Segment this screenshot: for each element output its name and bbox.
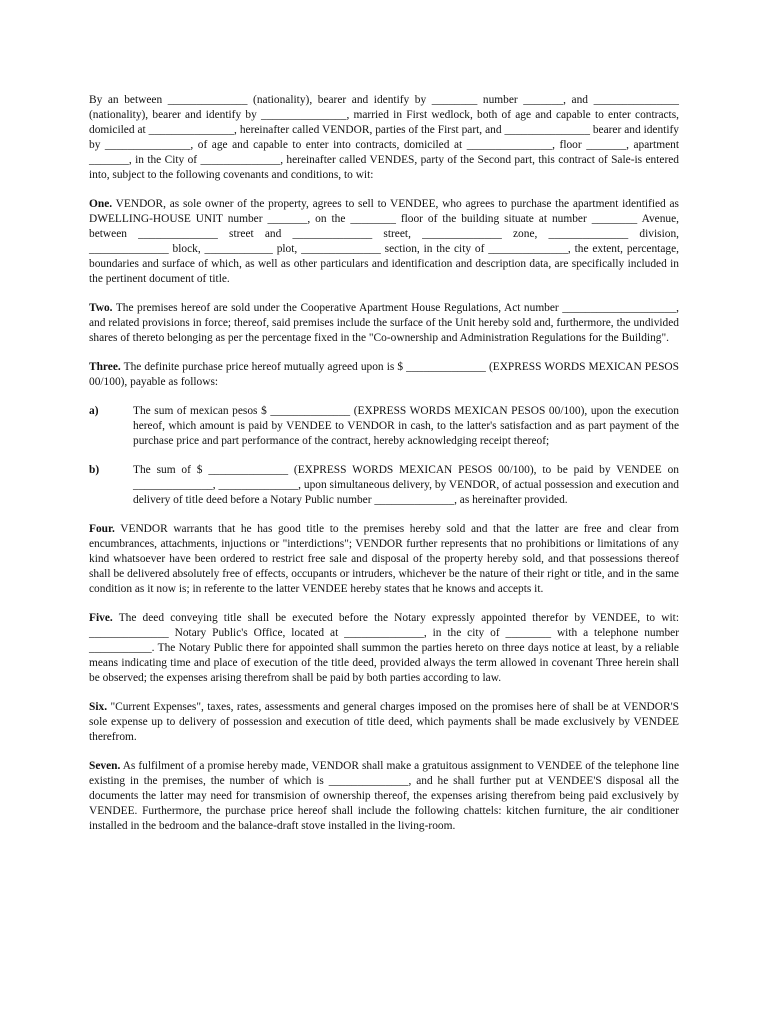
clause-seven	[89, 759, 679, 834]
clause-four	[89, 522, 679, 597]
clause-six	[89, 700, 679, 745]
clause-text: The definite purchase price hereof mutually agreed upon is $ ______________ (EXPRESS WORDS MEXICAN PESOS 00/100), payable as follows:	[89, 361, 679, 388]
clause-lead: Five.	[89, 612, 113, 624]
item-label: b)	[89, 464, 100, 476]
clause-lead: Seven.	[89, 760, 121, 772]
clause-text: VENDOR, as sole owner of the property, agrees to sell to VENDEE, who agrees to purchase the apartment identified as DWELLING-HOUSE UNIT number _______, on the ________ floor of the building situate at number ________ Avenue, between ______________ street and ______________ street, ______________ zone, ______________ division, ______________ block, ____________ plot, ______________ section, in the city of ______________, the extent, percentage, boundaries and surface of which, as well as other particulars and identification and description data, are specifically included in the pertinent document of title.	[89, 198, 679, 285]
clause-five	[89, 611, 679, 686]
clause-lead: One.	[89, 198, 113, 210]
item-label: a)	[89, 405, 99, 417]
clause-two	[89, 301, 679, 346]
intro-paragraph: By an between ______________ (nationality), bearer and identify by ________ number _______, and _______________ (nationality), bearer and identify by _______________, married in First wedlock, both of age and capable to enter contracts, domiciled at _______________, hereinafter called VENDOR, parties of the First part, and _______________ bearer and identify by _______________, of age and capable to enter into contracts, domiciled at _______________, floor _______, apartment _______, in the City of ______________, hereinafter called VENDES, party of the Second part, this contract of Sale-is entered into, subject to the following covenants and conditions, to wit:	[89, 94, 679, 181]
payment-item-a	[89, 404, 679, 449]
clause-three	[89, 360, 679, 390]
clause-text: The premises hereof are sold under the Cooperative Apartment House Regulations, Act number ____________________, and related provisions in force; thereof, said premises include the surface of the Unit hereby sold and, furthermore, the undivided shares of thereto belonging as per the percentage fixed in the "Co-ownership and Administration Regulations for the Building".	[89, 302, 679, 344]
clause-text: As fulfilment of a promise hereby made, VENDOR shall make a gratuitous assignment to VENDEE of the telephone line existing in the premises, the number of which is ______________, and he shall further put at VENDEE'S disposal all the documents the latter may need for transmision of ownership thereof, the expenses arising therefrom being paid exclusively by VENDEE. Furthermore, the purchase price hereof shall include the following chattels: kitchen furniture, the air conditioner installed in the bedroom and the balance-draft stove installed in the living-room.	[89, 760, 679, 832]
clause-one	[89, 197, 679, 287]
item-text: The sum of $ ______________ (EXPRESS WORDS MEXICAN PESOS 00/100), to be paid by VENDEE on ______________, ______________, upon simultaneous delivery, by VENDOR, of actual possession and execution and delivery of title deed before a Notary Public number ______________, as hereinafter provided.	[133, 464, 679, 506]
clause-lead: Four.	[89, 523, 115, 535]
clause-lead: Six.	[89, 701, 108, 713]
clause-lead: Three.	[89, 361, 121, 373]
clause-text: "Current Expenses", taxes, rates, assessments and general charges imposed on the promises here of shall be at VENDOR'S sole expense up to delivery of possession and execution of title deed, which payments shall be made exclusively by VENDEE therefrom.	[89, 701, 679, 743]
clause-text: The deed conveying title shall be executed before the Notary expressly appointed therefor by VENDEE, to wit: ______________ Notary Public's Office, located at ______________, in the city of ________ with a telephone number ___________. The Notary Public there for appointed shall summon the parties hereto on three days notice at least, by a reliable means indicating time and place of execution of the title deed, provided always the term allowed in covenant Three herein shall be observed; the expenses arising therefrom shall be paid by both parties according to law.	[89, 612, 679, 684]
clause-lead: Two.	[89, 302, 113, 314]
clause-text: VENDOR warrants that he has good title to the premises hereby sold and that the latter are free and clear from encumbrances, attachments, injuctions or "interdictions"; VENDOR further represents that no prohibitions or limitations of any kind whatsoever have been ordered to restrict free sale and disposal of the property hereby sold, and that possessions thereof shall be delivered absolutely free of effects, occupants or intruders, whichever be the nature of their right or title, and in the same condition as it now is; in referente to the latter VENDEE hereby states that he knows and accepts it.	[89, 523, 679, 595]
item-text: The sum of mexican pesos $ ______________ (EXPRESS WORDS MEXICAN PESOS 00/100), upon the execution hereof, which amount is paid by VENDEE to VENDOR in cash, to the latter's satisfaction and as part payment of the purchase price and part performance of the contract, hereby acknowledging receipt thereof;	[133, 405, 679, 447]
payment-item-b	[89, 463, 679, 508]
